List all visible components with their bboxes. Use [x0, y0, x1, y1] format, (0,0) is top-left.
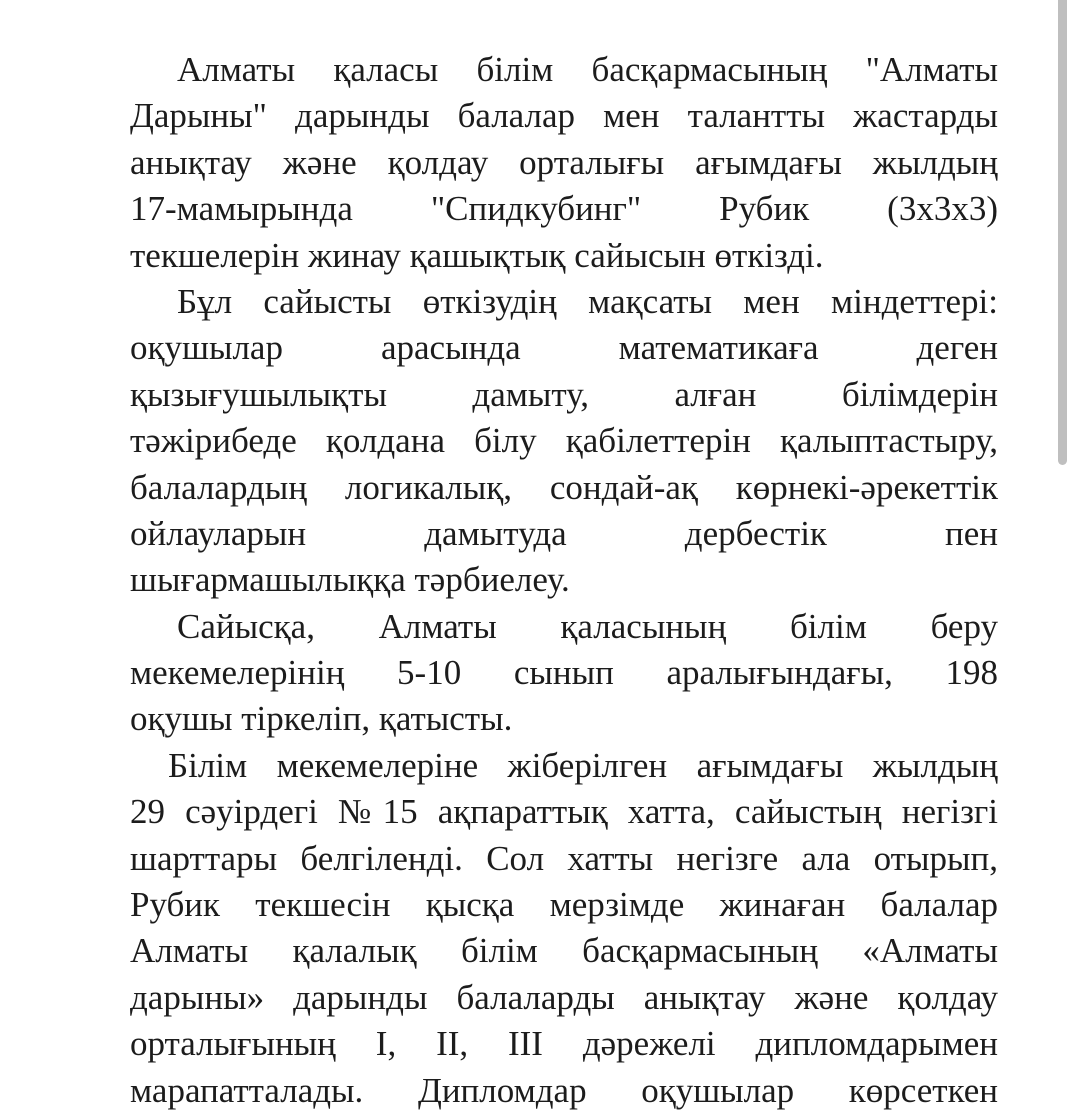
text-line: марапатталады. Дипломдар оқушылар көрсеткен: [130, 1070, 998, 1110]
text-line: дарыны» дарынды балаларды анықтау және қолдау: [130, 977, 998, 1017]
document-body: [130, 47, 998, 1114]
text-line: Алматы қаласы білім басқармасының "Алматы: [177, 50, 998, 89]
text-line: қызығушылықты дамыту, алған білімдерін: [130, 374, 998, 414]
text-line: балалардың логикалық, сондай-ақ көрнекі-әрекеттік: [130, 467, 998, 507]
text-line: Алматы қалалық білім басқармасының «Алматы: [130, 931, 998, 971]
text-line: шарттары белгіленді. Сол хатты негізге ала отырып,: [130, 838, 998, 878]
text-line: оқушы тіркеліп, қатысты.: [130, 699, 513, 739]
text-line: 17-мамырында "Спидкубинг" Рубик (3x3x3): [130, 189, 998, 229]
text-line: тәжірибеде қолдана білу қабілеттерін қалыптастыру,: [130, 421, 998, 461]
text-line: анықтау және қолдау орталығы ағымдағы жылдың: [130, 142, 998, 182]
text-line: Бұл сайысты өткізудің мақсаты мен міндеттері:: [177, 281, 998, 321]
text-line: шығармашылыққа тәрбиелеу.: [130, 560, 570, 600]
text-line: текшелерін жинау қашықтық сайысын өткізді.: [130, 235, 824, 275]
text-line: орталығының I, II, III дәрежелі дипломдарымен: [130, 1024, 998, 1064]
text-line: Рубик текшесін қысқа мерзімде жинаған балалар: [130, 885, 998, 925]
text-line: 29 сәуірдегі №15 ақпараттық хатта, сайыстың негізгі: [130, 792, 998, 832]
scrollbar-thumb[interactable]: [1058, 0, 1067, 465]
text-line: ойлауларын дамытуда дербестік пен: [130, 513, 998, 553]
text-line: оқушылар арасында математикаға деген: [130, 328, 998, 368]
text-line: Сайысқа, Алматы қаласының білім беру: [177, 606, 998, 646]
text-line: Дарыны" дарынды балалар мен талантты жастарды: [130, 96, 998, 136]
text-line: Білім мекемелеріне жіберілген ағымдағы жылдың: [168, 745, 998, 785]
text-line: мекемелерінің 5-10 сынып аралығындағы, 198: [130, 653, 998, 693]
